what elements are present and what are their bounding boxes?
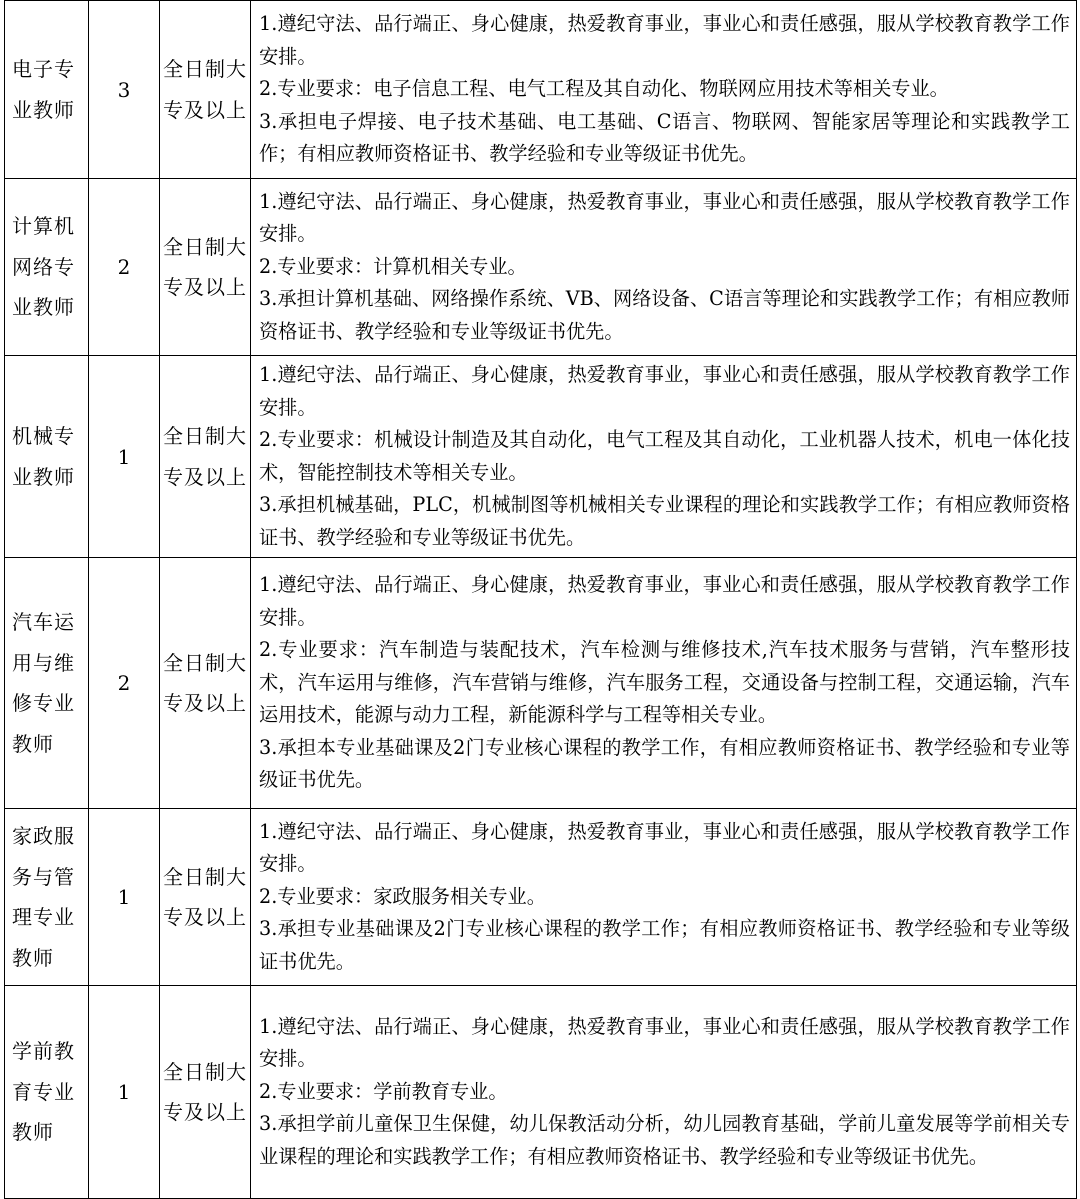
position-cell [5, 179, 89, 356]
recruitment-table [4, 0, 1077, 1199]
education-requirement: 全日制大专及以上 [163, 57, 247, 122]
headcount: 2 [117, 255, 131, 279]
education-cell [160, 179, 251, 356]
position-cell [5, 356, 89, 558]
count-cell [89, 179, 160, 356]
education-requirement: 全日制大专及以上 [163, 234, 247, 299]
table-row [5, 1, 1077, 179]
requirement-item: 3.承担电子焊接、电子技术基础、电工基础、C语言、物联网、智能家居等理论和实践教学工作；有相应教师资格证书、教学经验和专业等级证书优先。 [259, 109, 1070, 166]
education-cell [160, 1, 251, 179]
position-cell [5, 809, 89, 986]
count-cell [89, 356, 160, 558]
requirement-item: 2.专业要求：计算机相关专业。 [259, 254, 527, 278]
requirement-item: 3.承担计算机基础、网络操作系统、VB、网络设备、C语言等理论和实践教学工作；有相应教师资格证书、教学经验和专业等级证书优先。 [259, 287, 1070, 343]
requirement-item: 1.遵纪守法、品行端正、身心健康，热爱教育事业，事业心和责任感强，服从学校教育教学工作安排。 [259, 12, 1070, 68]
headcount: 1 [117, 1080, 131, 1104]
position-name: 机械专业教师 [12, 424, 75, 489]
position-name: 电子专业教师 [12, 57, 75, 122]
requirement-item: 2.专业要求：电子信息工程、电气工程及其自动化、物联网应用技术等相关专业。 [259, 77, 949, 101]
position-name: 学前教育专业教师 [12, 1039, 75, 1145]
headcount: 2 [117, 671, 131, 695]
position-name: 家政服务与管理专业教师 [12, 824, 75, 970]
education-cell [160, 558, 251, 809]
requirement-item: 3.承担本专业基础课及2门专业核心课程的教学工作，有相应教师资格证书、教学经验和专业等级证书优先。 [259, 735, 1070, 792]
education-cell [160, 986, 251, 1199]
education-requirement: 全日制大专及以上 [163, 424, 247, 489]
requirement-item: 1.遵纪守法、品行端正、身心健康，热爱教育事业，事业心和责任感强，服从学校教育教学工作安排。 [259, 1014, 1070, 1071]
education-requirement: 全日制大专及以上 [163, 864, 247, 929]
requirement-item: 3.承担机械基础，PLC，机械制图等机械相关专业课程的理论和实践教学工作；有相应教师资格证书、教学经验和专业等级证书优先。 [259, 493, 1070, 549]
count-cell [89, 558, 160, 809]
requirement-item: 1.遵纪守法、品行端正、身心健康，热爱教育事业，事业心和责任感强，服从学校教育教学工作安排。 [259, 363, 1070, 419]
requirement-item: 3.承担学前儿童保卫生保健，幼儿保教活动分析，幼儿园教育基础，学前儿童发展等学前相关专业课程的理论和实践教学工作；有相应教师资格证书、教学经验和专业等级证书优先。 [259, 1112, 1070, 1168]
requirement-item: 1.遵纪守法、品行端正、身心健康，热爱教育事业，事业心和责任感强，服从学校教育教学工作安排。 [259, 573, 1070, 629]
requirement-item: 1.遵纪守法、品行端正、身心健康，热爱教育事业，事业心和责任感强，服从学校教育教学工作安排。 [259, 819, 1070, 876]
requirements-cell [251, 356, 1077, 558]
position-cell [5, 986, 89, 1199]
headcount: 1 [117, 885, 131, 909]
count-cell [89, 986, 160, 1199]
position-name: 汽车运用与维修专业教师 [12, 610, 75, 756]
requirement-item: 3.承担专业基础课及2门专业核心课程的教学工作；有相应教师资格证书、教学经验和专业等级证书优先。 [259, 917, 1070, 973]
requirement-item: 2.专业要求：家政服务相关专业。 [259, 884, 546, 908]
requirement-item: 1.遵纪守法、品行端正、身心健康，热爱教育事业，事业心和责任感强，服从学校教育教学工作安排。 [259, 189, 1070, 246]
requirements-cell [251, 809, 1077, 986]
requirements-cell [251, 1, 1077, 179]
education-requirement: 全日制大专及以上 [163, 650, 247, 715]
table-row [5, 809, 1077, 986]
requirements-cell [251, 986, 1077, 1199]
position-name: 计算机网络专业教师 [12, 214, 75, 320]
headcount: 3 [117, 77, 131, 102]
position-cell [5, 558, 89, 809]
education-requirement: 全日制大专及以上 [163, 1059, 247, 1124]
requirements-cell [251, 179, 1077, 356]
count-cell [89, 809, 160, 986]
education-cell [160, 809, 251, 986]
table-row [5, 179, 1077, 356]
position-cell [5, 1, 89, 179]
requirement-item: 2.专业要求：学前教育专业。 [259, 1079, 508, 1103]
headcount: 1 [117, 444, 131, 469]
table-row [5, 356, 1077, 558]
requirement-item: 2.专业要求：汽车制造与装配技术，汽车检测与维修技术,汽车技术服务与营销，汽车整形技术，汽车运用与维修，汽车营销与维修，汽车服务工程，交通设备与控制工程，交通运输，汽车运用技术，能源与动力工程，新能源科学与工程等相关专业。 [259, 638, 1070, 727]
education-cell [160, 356, 251, 558]
requirements-cell [251, 558, 1077, 809]
count-cell [89, 1, 160, 179]
table-row [5, 986, 1077, 1199]
requirement-item: 2.专业要求：机械设计制造及其自动化，电气工程及其自动化，工业机器人技术，机电一体化技术，智能控制技术等相关专业。 [259, 428, 1070, 484]
table-row [5, 558, 1077, 809]
